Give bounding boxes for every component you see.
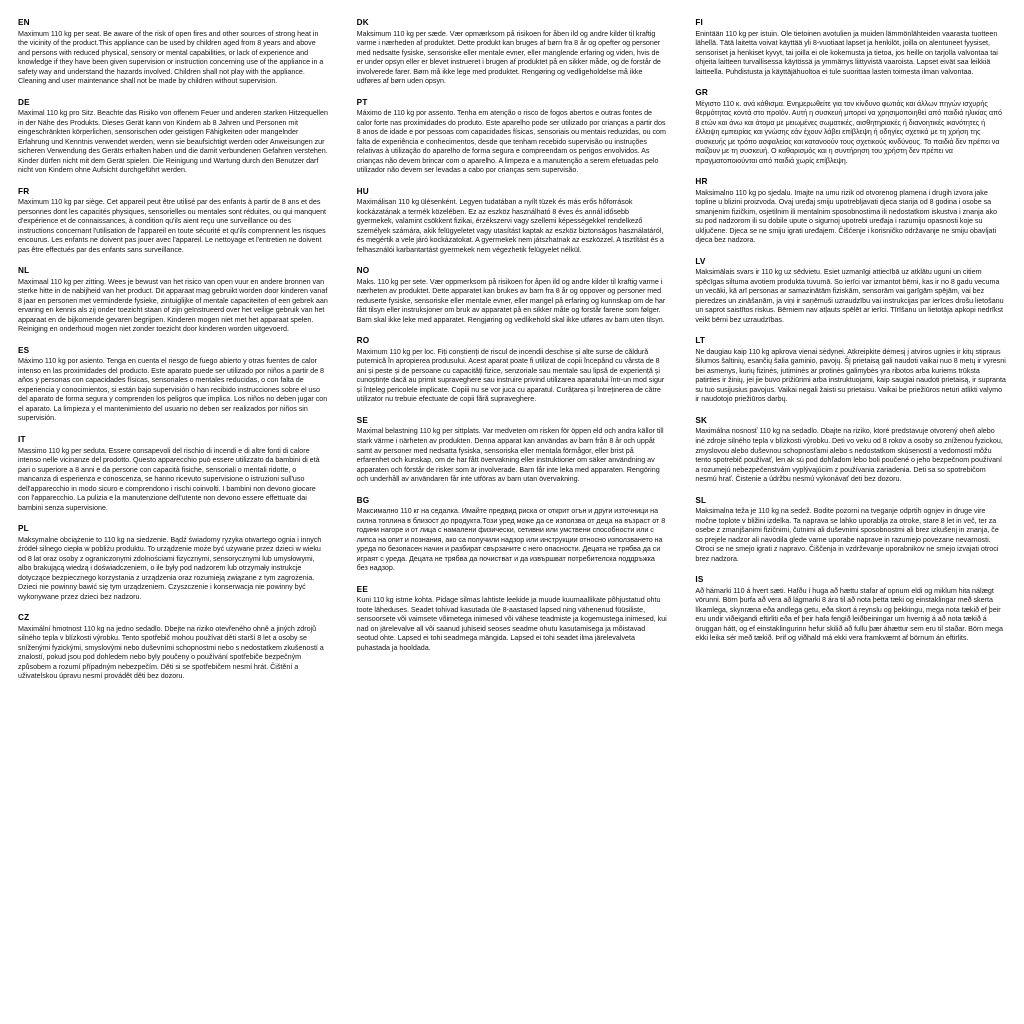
- language-code: LT: [695, 336, 706, 346]
- language-code: HR: [695, 177, 708, 187]
- language-entry-dk: [357, 18, 668, 87]
- language-entry-fi: [695, 18, 1006, 77]
- language-code: FI: [695, 18, 704, 27]
- language-code: EE: [356, 584, 368, 594]
- language-code: GR: [695, 88, 709, 98]
- language-entry-hu: [357, 187, 668, 256]
- language-code: SL: [695, 495, 707, 505]
- language-entry-hr: [695, 177, 1006, 246]
- language-code: IT: [18, 435, 26, 444]
- language-text: Máximo 110 kg por asiento. Tenga en cuenta el riesgo de fuego abierto y otras fuentes de calor intenso en las proximidades del producto. Este aparato puede ser utilizado por niños a partir de 8 años y personas con capacidades físicas, sensoriales o mentales reducidas, o con falta de experiencia y conocimientos, si están bajo supervisión o han recibido instrucciones sobre el uso del aparato de forma segura y comprenden los peligros que implica. Los niños no deben jugar con el aparato. La limpieza y el mantenimiento del usuario no deben ser realizados por niños sin supervisión.: [18, 357, 328, 423]
- language-entry-no: [357, 266, 668, 325]
- language-text: Maximum 110 kg par siège. Cet appareil peut être utilisé par des enfants à partir de 8 ans et des personnes dont les capacités physiques, sensorielles ou mentales sont réduites, ou qui manquent d'expérience et de connaissances, à condition qu'ils aient reçu une surveillance ou des instructions concernant l'utilisation de l'appareil en toute sécurité et qu'ils comprennent les risques encourus. Les enfants ne doivent pas jouer avec l'appareil. Le nettoyage et l'entretien ne doivent pas être effectués par des enfants sans surveillance.: [18, 198, 327, 254]
- language-code: PT: [356, 97, 368, 107]
- language-entry-se: [357, 416, 668, 485]
- language-text: Maksimālais svars ir 110 kg uz sēdvietu. Esiet uzmanīgi attiecībā uz atklātu uguni un citiem spēcīgas siltuma avotiem produkta tuvumā. So ierīci var izmantot bērni, kas ir no 8 gadu vecuma un vecāki, kā arī personas ar samazinātām fiziskām, sensorām vai garīgām spējām, vai bez pieredzes un zināšanām, ja viņi ir saņēmuši uzraudzību vai instrukcijas par ierīces drošu lietošanu un saprot saistītos riskus. Bērniem nav atļauts spēlēt ar ierīci. Tīrīšanu un lietotāja apkopi nedrīkst veikt bērni bez uzraudzības.: [695, 268, 1004, 324]
- language-code: FR: [18, 186, 30, 196]
- language-text: Maximal belastning 110 kg per sittplats. Var medveten om risken för öppen eld och andra källor till stark värme i närheten av produkten. Denna apparat kan användas av barn från 8 år och uppåt samt av personer med nedsatta fysiska, sensoriska eller mentala förmågor, eller brist på erfarenhet och kunskap, om de har fått övervakning eller instruktioner om säker användning av apparaten och förstår de risker som är involverade. Barn får inte leka med apparaten. Rengöring och underhåll av användaren får inte utföras av barn utan övervakning.: [356, 427, 664, 484]
- language-text: Μέγιστο 110 κ. ανά κάθισμα. Ενημερωθείτε για τον κίνδυνο φωτιάς και άλλων πηγών ισχυρής θερμότητας κοντά στο προϊόν. Αυτή η συσκευή μπορεί να χρησιμοποιηθεί από παιδιά ηλικίας από 8 ετών και άνω και άτομα με μειωμένες σωματικές, αισθητηριακές ή διανοητικές ικανότητες ή έλλειψη εμπειρίας και γνώσης εάν έχουν λάβει επίβλεψη ή οδηγίες σχετικά με τη χρήση της συσκευής με τρόπο ασφαλείας και κατανοούν τους σχετικούς κινδύνους. Τα παιδιά δεν πρέπει να παίζουν με τη συσκευή. Ο καθαρισμός και η συντήρηση του χρήστη δεν πρέπει να πραγματοποιούνται από παιδιά χωρίς επίβλεψη.: [695, 99, 1002, 165]
- language-column-3: [695, 18, 1006, 1014]
- language-entry-cz: [18, 613, 329, 682]
- language-text: Að hámarki 110 á hvert sæti. Hafðu í huga að hættu stafar af opnum eldi og miklum hita nálægt vörunni. Börn þurfa að vera að lágmarki 8 ára til að nota þetta tæki og einstaklingar með skerta líkamlega, skynræna eða andlega getu, eða skort á reynslu og þekkingu, mega nota tækið ef þeir eru undir viðeigandi eftirliti eða ef þeir hafa fengið leiðbeiningar um hvernig á að nota tækið á öruggan hátt, og ef einstaklingurinn hefur skilið að fullu þær áhættur sem eru til staðar. Börn mega ekki leika sér með tækið. Þrif og viðhald má ekki vera framkvæmt af börnum án eftirlits.: [695, 586, 1003, 643]
- language-text: Máximo de 110 kg por assento. Tenha em atenção o risco de fogos abertos e outras fontes de calor forte nas proximidades do produto. Este aparelho pode ser utilizado por crianças a partir dos 8 anos de idade e por pessoas com capacidades físicas, sensoriais ou mentais reduzidas, ou com falta de experiência e conhecimentos, desde que tenham recebido supervisão ou instruções relativas à utilização do aparelho de forma segura e compreendam os perigos envolvidos. As crianças não devem brincar com o aparelho. A limpeza e a manutenção a serem efetuadas pelo utilizador não devem ser levadas a cabo por crianças sem supervisão.: [356, 109, 666, 175]
- language-entry-it: [18, 435, 329, 513]
- language-text: Maks. 110 kg per sete. Vær oppmerksom på risikoen for åpen ild og andre kilder til kraftig varme i nærheten av produktet. Dette apparatet kan brukes av barn fra 8 år og oppover og personer med reduserte fysiske, sensoriske eller mentale evner, eller mangel på erfaring og kunnskap om de har fått tilsyn eller instruksjoner om bruk av apparatet på en sikker måte og forstår farene som følger. Barn skal ikke leke med apparatet. Rengjøring og vedlikehold skal ikke utføres av barn uten tilsyn.: [356, 277, 666, 324]
- language-text: Maximálisan 110 kg ülésenként. Legyen tudatában a nyílt tüzek és más erős hőforrások kockázatának a termék közelében. Ez az eszköz használható 8 éves és annál idősebb gyermekek, valamint csökkent fizikai, érzékszervi vagy szellemi képességekkel rendelkező személyek számára, akik felügyeletet vagy utasítást kaptak az eszköz biztonságos használatáról, és megértik a vele járó kockázatokat. A gyermekek nem játszhatnak az eszközzel. A tisztítást és a felhasználói karbantartást gyermekek nem végezhetik felügyelet nélkül.: [356, 198, 664, 254]
- language-text: Maksymalne obciążenie to 110 kg na siedzenie. Bądź świadomy ryzyka otwartego ognia i innych źródeł silnego ciepła w pobliżu produktu. To urządzenie może być używane przez dzieci w wieku od 8 lat oraz osoby z ograniczonymi zdolnościami fizycznymi, sensorycznymi lub umysłowymi, albo brakującą wiedzą i doświadczeniem, o ile były pod nadzorem lub otrzymały instrukcje dotyczące bezpiecznego korzystania z urządzenia oraz rozumieją związane z tym zagrożenia. Dzieci nie powinny bawić się tym urządzeniem. Czyszczenie i konserwacja nie powinny być wykonywane przez dzieci bez nadzoru.: [18, 535, 322, 601]
- language-code: RO: [356, 336, 370, 346]
- language-text: Maximum 110 kg per seat. Be aware of the risk of open fires and other sources of strong heat in the vicinity of the product.This appliance can be used by children aged from 8 years and above and persons with reduced physical, sensory or mental capabilities, or lack of experience and knowledge if they have been given supervision or instruction concerning use of the appliance in a safety way and understand the hazards involved. Children shall not play with the appliance. Cleaning and user maintenance shall not be made by children without supervision.: [18, 29, 324, 86]
- language-entry-sk: [695, 416, 1006, 485]
- language-entry-ro: [357, 336, 668, 405]
- language-code: LV: [695, 256, 706, 266]
- language-entry-gr: [695, 88, 1006, 166]
- language-code: HU: [356, 186, 369, 196]
- language-code: SK: [695, 415, 708, 425]
- language-entry-de: [18, 98, 329, 176]
- language-entry-ee: [357, 585, 668, 654]
- language-text: Maximálna nosnosť 110 kg na sedadlo. Dbajte na riziko, ktoré predstavuje otvorený oheň alebo iné zdroje silného tepla v blízkosti výrobku. Deti vo veku od 8 rokov a osoby so zníženou fyzickou, zmyslovou alebo duševnou schopnosťami alebo s nedostatkom skúseností a vedomostí môžu tento spotrebič používať, len ak sú pod dohľadom lebo boli poučené o jeho bezpečnom používaní a rozumejú nebezpečenstvám vyplývajúcim z používania zariadenia. Deti sa so spotrebičom nesmú hrať. Čistenie a údržbu nesmú vykonávať deti bez dozoru.: [695, 427, 1003, 484]
- language-code: BG: [356, 495, 370, 505]
- language-text: Maximum 110 kg per loc. Fiți conștienți de riscul de incendii deschise și alte surse de căldură puternică în apropierea produsului. Acest aparat poate fi utilizat de copii începând cu vârsta de 8 ani și peste și de persoane cu capacități fizice, senzoriale sau mentale sau lipsă de experiență și cunoștințe dacă au primit supraveghere sau instruire privind utilizarea aparatului într-un mod sigur și înțeleg pericolele implicate. Copiii nu se vor juca cu aparatul. Curățarea și întreținerea de către utilizator nu trebuie efectuate de copii fără supraveghere.: [356, 347, 665, 404]
- language-text: Maximal 110 kg pro Sitz. Beachte das Risiko von offenem Feuer und anderen starken Hitzequellen in der Nähe des Produkts. Dieses Gerät kann von Kindern ab 8 Jahren und Personen mit eingeschränkten körperlichen, sensorischen oder geistigen Fähigkeiten oder mangelnder Erfahrung und Kenntnis verwendet werden, wenn sie beaufsichtigt werden oder Anweisungen zur sicheren Verwendung des Geräts erhalten haben und die damit verbundenen Gefahren verstehen. Kinder dürfen nicht mit dem Gerät spielen. Die Reinigung und Wartung durch den Benutzer darf nicht von Kindern ohne Aufsicht durchgeführt werden.: [18, 109, 328, 175]
- language-code: ES: [18, 345, 30, 355]
- language-text: Kuni 110 kg istme kohta. Pidage silmas lahtiste leekide ja muude kuumaallikate põhjustatud ohtu toote läheduses. Seadet tohivad kasutada üle 8-aastased lapsed ning vähenenud füüsiliste, sensoorsete või vaimsete võimetega inimesed või vähese teadmiste ja kogemustega inimesed, kui nad on järelevalve all või saanud juhiseid seoses seadme ohutu kasutamisega ja mõistavad seotud ohte. Lapsed ei tohi seadmega mängida. Lapsed ei tohi seadet ilma järelevalveta puhastada ja hooldada.: [356, 596, 667, 652]
- language-text: Maximaal 110 kg per zitting. Wees je bewust van het risico van open vuur en andere bronnen van sterke hitte in de nabijheid van het product. Dit apparaat mag gebruikt worden door kinderen vanaf 8 jaar en personen met verminderde fysieke, zintuiglijke of mentale capaciteiten of een gebrek aan ervaring en kennis als zij onder toezicht staan of zijn geïnstrueerd over het veilige gebruik van het apparaat en de bijkomende gevaren begrijpen. Kinderen mogen niet met het apparaat spelen. Reiniging en onderhoud mogen niet zonder toezicht door kinderen worden uitgevoerd.: [18, 277, 328, 334]
- language-text: Maksimum 110 kg per sæde. Vær opmærksom på risikoen for åben ild og andre kilder til kraftig varme i nærheden af produktet. Dette produkt kan bruges af børn fra 8 år og opefter og personer med nedsatte fysiske, sensoriske eller mentale evner, eller manglende erfaring og viden, hvis de er under opsyn eller er blevet instrueret i brugen af produktet på en sikker måde, og de forstår de involverede farer. Børn må ikke lege med produktet. Rengøring og vedligeholdelse må ikke udføres af børn uden opsyn.: [356, 29, 661, 86]
- language-entry-pt: [357, 98, 668, 176]
- language-code: IS: [695, 575, 704, 585]
- language-entry-fr: [18, 187, 329, 256]
- language-entry-lv: [695, 257, 1006, 326]
- language-entry-en: [18, 18, 329, 87]
- language-text: Ne daugiau kaip 110 kg apkrova vienai sėdynei. Atkreipkite dėmesį į atviros ugnies ir kitų stipraus šilumos šaltinių, esančių šalia gaminio, pavojų. Šį prietaisą gali naudoti vaikai nuo 8 metų ir vyresni bei asmenys, kurių fizinės, jutiminės ar protinės galimybės yra ribotos arba kuriems trūksta patirties ir žinių, jei jie buvo prižiūrimi arba instruktuojami, kaip saugiai naudoti prietaisą, ir supranta su tuo susijusius pavojus. Vaikai negali žaisti su prietaisu. Vaikai be priežiūros neturi atlikti valymo ir naudotojo priežiūros darbų.: [695, 347, 1006, 404]
- language-text: Maximální hmotnost 110 kg na jedno sedadlo. Dbejte na riziko otevřeného ohně a jiných zdrojů silného tepla v blízkosti výrobku. Tento spotřebič mohou používat děti starší 8 let a osoby se sníženými fyzickými, smyslovými nebo duševními schopnostmi nebo s nedostatkem zkušeností a znalostí, pokud jsou pod dohledem nebo byly poučeny o používání spotřebiče bezpečným způsobem a rozumí případným nebezpečím. Děti si se spotřebičem nesmí hrát. Čištění a uživatelskou úpravu nesmí provádět děti bez dozoru.: [18, 624, 324, 681]
- language-code: CZ: [18, 613, 30, 623]
- language-entry-bg: [357, 496, 668, 574]
- language-entry-es: [18, 346, 329, 424]
- language-entry-nl: [18, 266, 329, 335]
- language-code: DE: [18, 97, 30, 107]
- language-text: Maksimalna teža je 110 kg na sedež. Bodite pozorni na tveganje odprtih ognjev in druge vire močne toplote v bližini izdelka. Ta naprava se lahko uporablja za otroke, stare 8 let in več, ter za osebe z zmanjšanimi fizičnimi, čutnimi ali duševnimi sposobnostmi ali brez izkušenj in znanja, če so prejele nadzor ali navodila glede varne uporabe naprave in razumejo povezane nevarnosti. Otroci se ne smejo igrati z napravo. Čiščenja in vzdrževanje uporabnikov ne smejo izvajati otroci brez nadzora.: [695, 507, 999, 563]
- language-text: Maksimalno 110 kg po sjedalu. Imajte na umu rizik od otvorenog plamena i drugih izvora jake topline u blizini proizvoda. Ovaj uređaj smiju upotrebljavati djeca starija od 8 godina i osobe sa smanjenim fizičkim, osjetilnim ili mentalnim sposobnostima ili nedostatkom iskustva i znanja ako su pod nadzorom ili su dobile upute o sigurnoj upotrebi uređaja i razumiju opasnosti koje su uključene. Djeca se ne smiju igrati uređajem. Čišćenje i korisničko održavanje ne smiju obavljati djeca bez nadzora.: [695, 188, 998, 245]
- language-entry-is: [695, 575, 1006, 644]
- language-text: Максимално 110 кг на седалка. Имайте предвид риска от открит огън и други източници на силна топлина в близост до продукта.Този уред може да се използва от деца на възраст от 8 години нагоре и от лица с намалени физически, сетивни или умствени способности или с липса на опит и познания, ако са получили надзор или инструкции относно използването на уреда по безопасен начин и разбират свързаните с него опасности. Децата не трябва да си играят с уреда. Децата не трябва да почистват и да извършват потребителска поддръжка без надзор.: [356, 507, 666, 573]
- language-code: EN: [18, 18, 30, 27]
- language-code: SE: [356, 415, 368, 425]
- language-entry-pl: [18, 524, 329, 602]
- language-code: NL: [18, 266, 30, 276]
- language-column-2: [357, 18, 668, 1014]
- language-code: PL: [18, 524, 29, 534]
- language-text: Massimo 110 kg per seduta. Essere consapevoli del rischio di incendi e di altre fonti di calore intenso nelle vicinanze del prodotto. Questo apparecchio può essere utilizzato da bambini di età pari o superiore a 8 anni e da persone con capacità fisiche, sensoriali o mentali ridotte, o mancanza di esperienza e conoscenza, se hanno ricevuto supervisione o istruzioni sull'uso dell'apparecchio in modo sicuro e comprendono i rischi coinvolti. I bambini non devono giocare con l'apparecchio. La pulizia e la manutenzione dell'utente non devono essere effettuate dai bambini senza supervisione.: [18, 446, 320, 512]
- language-column-1: [18, 18, 329, 1014]
- language-code: DK: [356, 18, 369, 27]
- language-entry-sl: [695, 496, 1006, 565]
- language-entry-lt: [695, 336, 1006, 405]
- language-code: NO: [356, 266, 370, 276]
- language-text: Enintään 110 kg per istuin. Ole tietoinen avotulien ja muiden lämmönlähteiden vaarasta tuotteen lähellä. Tätä laitetta voivat käyttää yli 8-vuotiaat lapset ja henkilöt, joilla on alentuneet fyysiset, sensoriset ja henkiset kyvyt, tai joilla ei ole kokemusta ja tietoa, jos heille on tarjolla valvontaa tai ohjeita laitteen turvallisessa käytössä ja ymmärrys liittyvistä vaaroista. Lapset eivät saa leikkiä laitteella. Puhdistusta ja käyttäjähuoltoa ei tule suorittaa lasten toimesta ilman valvontaa.: [695, 29, 998, 76]
